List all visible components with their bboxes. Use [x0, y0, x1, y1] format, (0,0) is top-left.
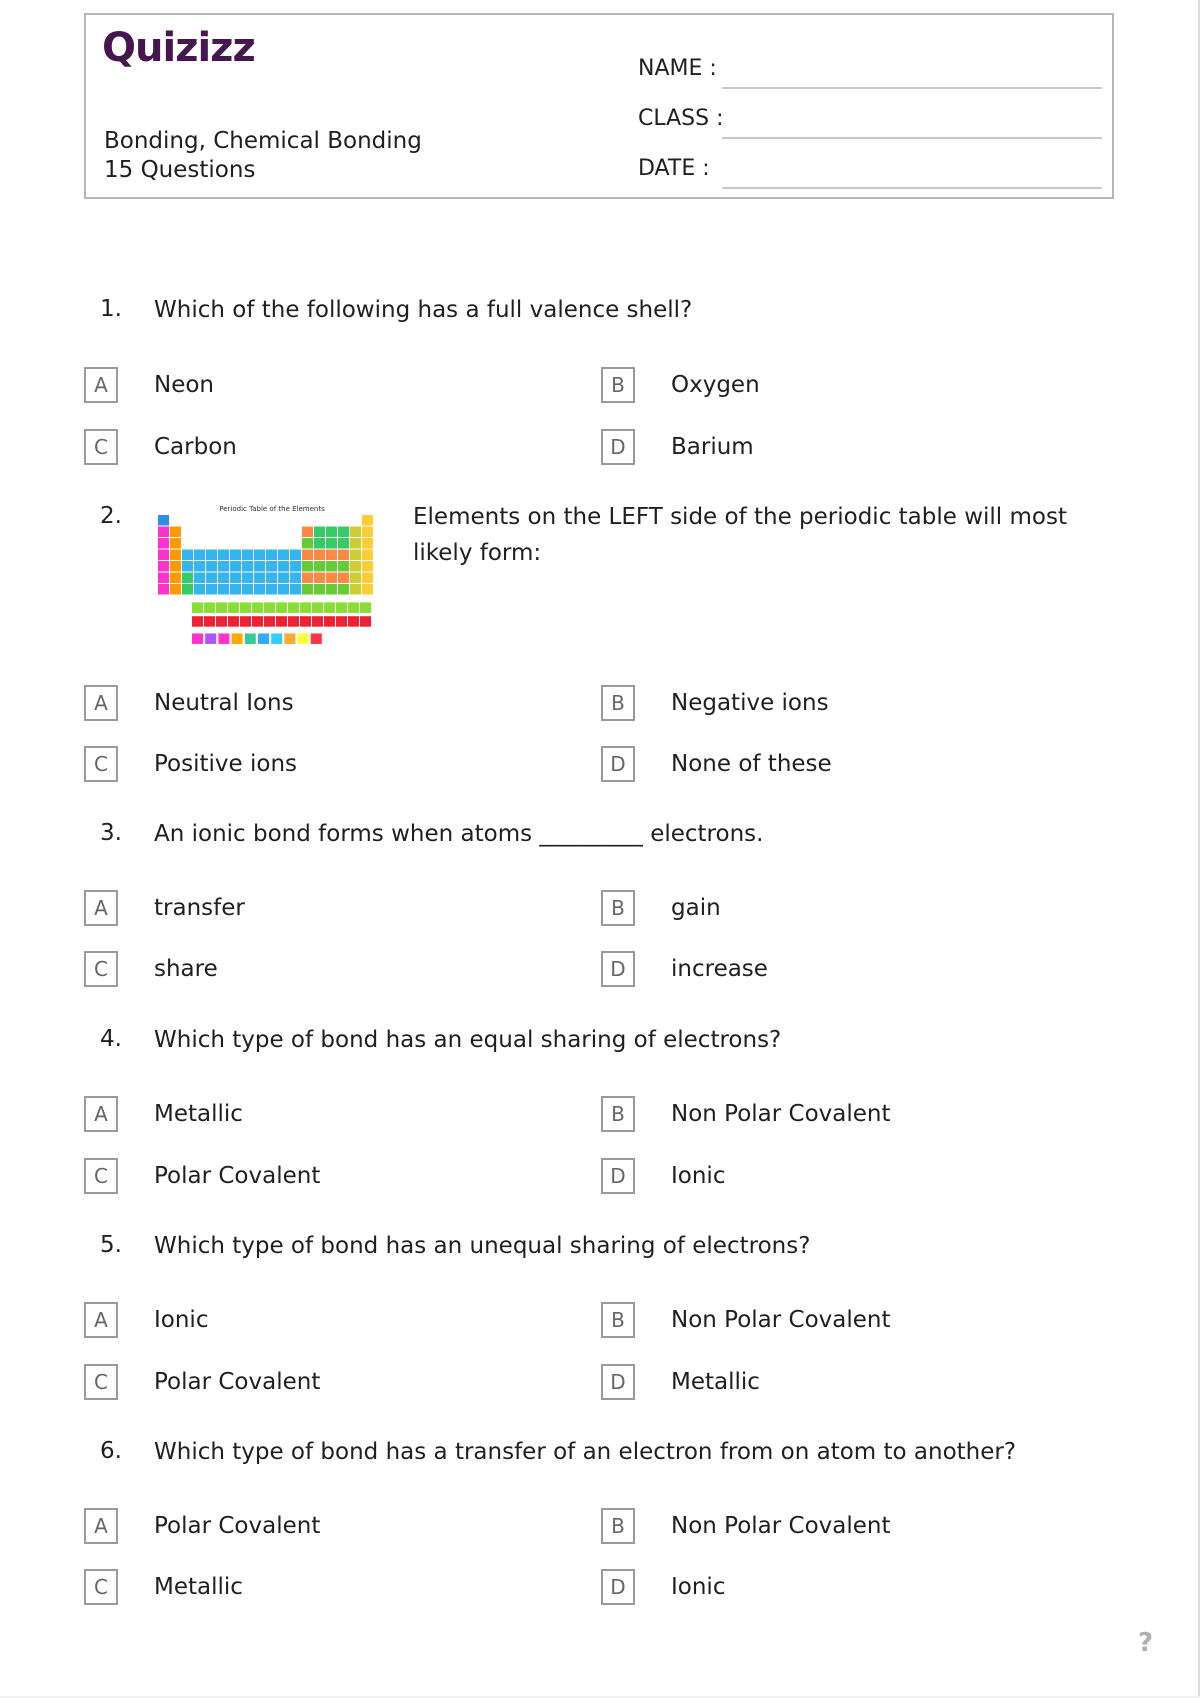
extra-element-cell	[298, 633, 309, 644]
question-number: 1.	[100, 296, 122, 322]
extra-element-cell	[232, 633, 243, 644]
option-letter-box[interactable]: D	[601, 1569, 635, 1605]
actinide-cell	[240, 616, 251, 627]
periodic-cell	[158, 515, 169, 526]
option-text: Metallic	[671, 1369, 760, 1395]
periodic-cell	[254, 573, 265, 584]
option-text: Metallic	[154, 1574, 243, 1600]
periodic-cell	[350, 527, 361, 538]
periodic-cell	[314, 527, 325, 538]
periodic-cell	[302, 538, 313, 549]
periodic-cell	[254, 561, 265, 572]
extra-element-cell	[311, 633, 322, 644]
option-letter-box[interactable]: B	[601, 890, 635, 926]
periodic-cell	[266, 561, 277, 572]
periodic-cell	[206, 550, 217, 561]
lanthanide-cell	[288, 602, 299, 613]
periodic-cell	[338, 550, 349, 561]
lanthanide-cell	[264, 602, 275, 613]
periodic-cell	[158, 561, 169, 572]
worksheet-header	[84, 13, 1114, 199]
option-text: share	[154, 956, 218, 982]
periodic-cell	[350, 550, 361, 561]
periodic-cell	[158, 550, 169, 561]
periodic-cell	[242, 550, 253, 561]
periodic-cell	[194, 561, 205, 572]
extra-element-cell	[218, 633, 229, 644]
option-letter-box[interactable]: D	[601, 429, 635, 465]
lanthanide-cell	[252, 602, 263, 613]
periodic-cell	[158, 573, 169, 584]
periodic-cell	[266, 573, 277, 584]
periodic-cell	[170, 527, 181, 538]
lanthanide-cell	[192, 602, 203, 613]
option-letter-box[interactable]: C	[84, 1364, 118, 1400]
periodic-cell	[206, 584, 217, 595]
periodic-cell	[362, 515, 373, 526]
option-letter-box[interactable]: D	[601, 746, 635, 782]
periodic-cell	[338, 538, 349, 549]
periodic-cell	[230, 584, 241, 595]
periodic-cell	[326, 561, 337, 572]
option-text: Polar Covalent	[154, 1163, 321, 1189]
option-letter-box[interactable]: A	[84, 1508, 118, 1544]
option-letter-box[interactable]: C	[84, 746, 118, 782]
periodic-cell	[326, 527, 337, 538]
question-number: 6.	[100, 1438, 122, 1464]
option-letter-box[interactable]: C	[84, 429, 118, 465]
option-text: Non Polar Covalent	[671, 1513, 891, 1539]
extra-element-cell	[284, 633, 295, 644]
quizizz-logo: Quizizz	[102, 25, 255, 71]
periodic-cell	[170, 561, 181, 572]
periodic-cell	[302, 573, 313, 584]
extra-element-cell	[258, 633, 269, 644]
periodic-cell	[290, 561, 301, 572]
extra-element-cell	[271, 633, 282, 644]
periodic-cell	[302, 561, 313, 572]
periodic-cell	[278, 550, 289, 561]
periodic-cell	[158, 584, 169, 595]
option-letter-box[interactable]: A	[84, 1302, 118, 1338]
option-text: None of these	[671, 751, 832, 777]
question-text: An ionic bond forms when atoms _________ electrons.	[154, 821, 764, 847]
extra-element-cell	[192, 633, 203, 644]
lanthanide-cell	[348, 602, 359, 613]
periodic-cell	[182, 550, 193, 561]
option-text: Carbon	[154, 434, 237, 460]
periodic-cell	[242, 573, 253, 584]
periodic-cell	[206, 573, 217, 584]
lanthanide-cell	[216, 602, 227, 613]
actinide-cell	[360, 616, 371, 627]
option-letter-box[interactable]: A	[84, 890, 118, 926]
periodic-cell	[230, 561, 241, 572]
question-number: 5.	[100, 1232, 122, 1258]
option-text: Neutral Ions	[154, 690, 294, 716]
periodic-cell	[362, 550, 373, 561]
question-number: 2.	[100, 503, 122, 529]
periodic-cell	[362, 561, 373, 572]
question-text: Elements on the LEFT side of the periodic table will most likely form:	[413, 504, 1067, 566]
periodic-cell	[194, 584, 205, 595]
actinide-cell	[312, 616, 323, 627]
periodic-cell	[350, 538, 361, 549]
periodic-cell	[218, 561, 229, 572]
actinide-cell	[264, 616, 275, 627]
lanthanide-cell	[240, 602, 251, 613]
actinide-cell	[276, 616, 287, 627]
periodic-cell	[362, 573, 373, 584]
periodic-cell	[326, 538, 337, 549]
lanthanide-cell	[204, 602, 215, 613]
periodic-cell	[242, 561, 253, 572]
periodic-cell	[326, 550, 337, 561]
periodic-cell	[314, 561, 325, 572]
question-number: 3.	[100, 820, 122, 846]
option-letter-box[interactable]: A	[84, 1096, 118, 1132]
periodic-cell	[278, 573, 289, 584]
periodic-cell	[338, 527, 349, 538]
lanthanide-cell	[324, 602, 335, 613]
periodic-cell	[206, 561, 217, 572]
actinide-cell	[348, 616, 359, 627]
actinide-cell	[204, 616, 215, 627]
periodic-cell	[362, 527, 373, 538]
option-text: increase	[671, 956, 768, 982]
option-letter-box[interactable]: C	[84, 951, 118, 987]
class-label: CLASS :	[638, 106, 724, 131]
periodic-cell	[254, 584, 265, 595]
periodic-cell	[338, 561, 349, 572]
option-letter-box[interactable]: D	[601, 1158, 635, 1194]
periodic-cell	[230, 550, 241, 561]
option-letter-box[interactable]: B	[601, 1508, 635, 1544]
question-number: 4.	[100, 1026, 122, 1052]
extra-element-cell	[245, 633, 256, 644]
name-label: NAME :	[638, 56, 717, 81]
periodic-cell	[338, 573, 349, 584]
actinide-cell	[228, 616, 239, 627]
periodic-cell	[266, 584, 277, 595]
option-letter-box[interactable]: B	[601, 685, 635, 721]
periodic-cell	[350, 573, 361, 584]
periodic-cell	[314, 550, 325, 561]
option-text: Ionic	[671, 1574, 726, 1600]
actinide-cell	[288, 616, 299, 627]
quiz-title: Bonding, Chemical Bonding	[104, 128, 422, 154]
question-text: Which type of bond has an unequal sharing of electrons?	[154, 1233, 811, 1259]
periodic-cell	[194, 573, 205, 584]
periodic-table-image	[154, 503, 390, 651]
lanthanide-cell	[276, 602, 287, 613]
option-letter-box[interactable]: B	[601, 1096, 635, 1132]
periodic-cell	[182, 561, 193, 572]
periodic-table-grid	[158, 515, 373, 644]
extra-element-cell	[205, 633, 216, 644]
lanthanide-cell	[228, 602, 239, 613]
actinide-cell	[252, 616, 263, 627]
question-text: Which type of bond has a transfer of an electron from on atom to another?	[154, 1439, 1017, 1465]
actinide-cell	[192, 616, 203, 627]
date-field[interactable]	[722, 187, 1102, 189]
lanthanide-cell	[336, 602, 347, 613]
periodic-cell	[290, 550, 301, 561]
option-letter-box[interactable]: D	[601, 1364, 635, 1400]
question-text: Which type of bond has an equal sharing of electrons?	[154, 1027, 782, 1053]
question-2	[100, 503, 1098, 653]
option-text: Non Polar Covalent	[671, 1101, 891, 1127]
option-text: Polar Covalent	[154, 1513, 321, 1539]
option-text: Polar Covalent	[154, 1369, 321, 1395]
periodic-cell	[170, 538, 181, 549]
option-letter-box[interactable]: B	[601, 1302, 635, 1338]
lanthanide-cell	[360, 602, 371, 613]
periodic-cell	[278, 584, 289, 595]
option-text: Oxygen	[671, 372, 760, 398]
class-field[interactable]	[722, 137, 1102, 139]
question-text: Which of the following has a full valence shell?	[154, 297, 693, 323]
periodic-cell	[314, 573, 325, 584]
option-text: Metallic	[154, 1101, 243, 1127]
periodic-cell	[350, 561, 361, 572]
actinide-cell	[216, 616, 227, 627]
periodic-cell	[338, 584, 349, 595]
periodic-cell	[350, 584, 361, 595]
option-letter-box[interactable]: B	[601, 367, 635, 403]
date-label: DATE :	[638, 156, 710, 181]
periodic-cell	[314, 538, 325, 549]
periodic-cell	[326, 584, 337, 595]
periodic-cell	[362, 538, 373, 549]
periodic-cell	[170, 584, 181, 595]
periodic-cell	[290, 573, 301, 584]
option-text: Ionic	[154, 1307, 209, 1333]
option-letter-box[interactable]: A	[84, 367, 118, 403]
periodic-cell	[362, 584, 373, 595]
lanthanide-cell	[300, 602, 311, 613]
actinide-cell	[324, 616, 335, 627]
periodic-cell	[314, 584, 325, 595]
periodic-cell	[326, 573, 337, 584]
periodic-cell	[302, 584, 313, 595]
periodic-cell	[242, 584, 253, 595]
periodic-table-title: Periodic Table of the Elements	[219, 505, 325, 513]
option-text: gain	[671, 895, 721, 921]
option-letter-box[interactable]: D	[601, 951, 635, 987]
option-text: Non Polar Covalent	[671, 1307, 891, 1333]
periodic-cell	[158, 538, 169, 549]
option-letter-box[interactable]: C	[84, 1569, 118, 1605]
periodic-cell	[194, 550, 205, 561]
name-field[interactable]	[722, 87, 1102, 89]
periodic-cell	[218, 573, 229, 584]
periodic-cell	[218, 584, 229, 595]
periodic-cell	[278, 561, 289, 572]
periodic-cell	[254, 550, 265, 561]
periodic-cell	[182, 573, 193, 584]
actinide-cell	[300, 616, 311, 627]
periodic-cell	[182, 584, 193, 595]
option-letter-box[interactable]: A	[84, 685, 118, 721]
help-icon[interactable]: ?	[1138, 1628, 1154, 1658]
option-text: transfer	[154, 895, 245, 921]
periodic-cell	[290, 584, 301, 595]
option-letter-box[interactable]: C	[84, 1158, 118, 1194]
periodic-cell	[170, 573, 181, 584]
option-text: Barium	[671, 434, 754, 460]
periodic-cell	[230, 573, 241, 584]
periodic-cell	[158, 527, 169, 538]
option-text: Negative ions	[671, 690, 829, 716]
option-text: Positive ions	[154, 751, 297, 777]
question-count: 15 Questions	[104, 157, 256, 183]
periodic-cell	[218, 550, 229, 561]
actinide-cell	[336, 616, 347, 627]
periodic-cell	[266, 550, 277, 561]
periodic-cell	[302, 527, 313, 538]
periodic-cell	[302, 550, 313, 561]
option-text: Ionic	[671, 1163, 726, 1189]
periodic-cell	[170, 550, 181, 561]
option-text: Neon	[154, 372, 215, 398]
lanthanide-cell	[312, 602, 323, 613]
